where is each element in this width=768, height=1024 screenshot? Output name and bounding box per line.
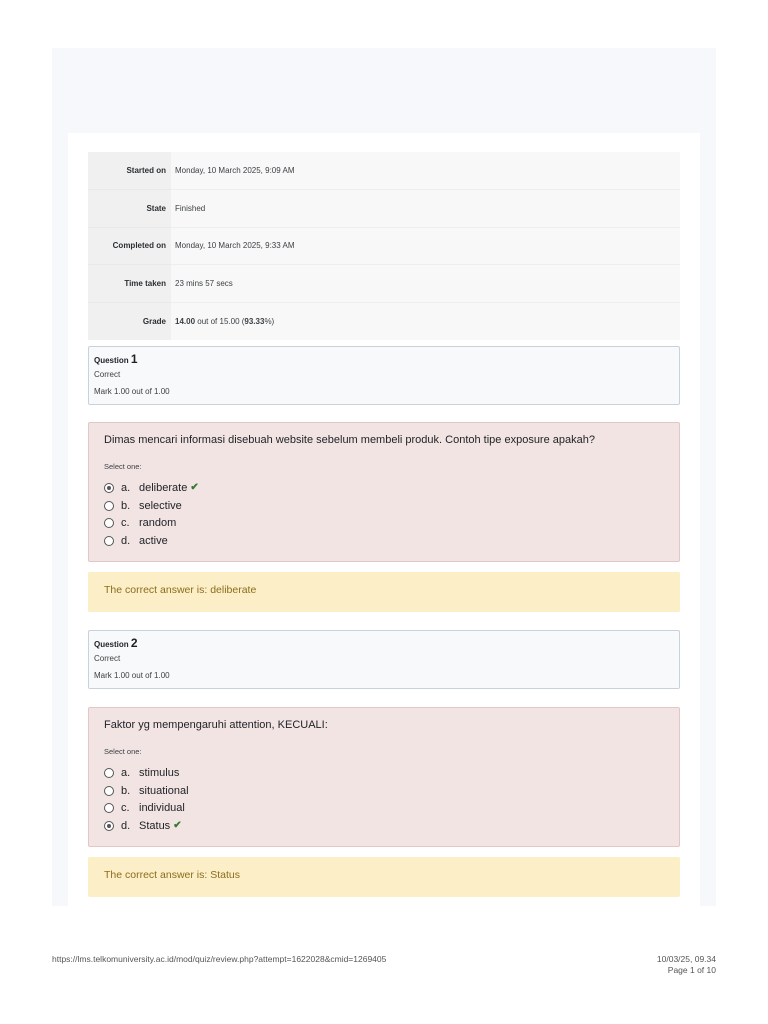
question-number [94, 636, 138, 650]
option-text: Status [139, 819, 171, 832]
correct-answer-feedback-2 [88, 857, 680, 897]
question-state: Correct [94, 654, 121, 663]
summary-label: State [88, 189, 171, 227]
question-formulation-1 [88, 422, 680, 562]
radio-button[interactable] [104, 501, 114, 511]
answer-options [104, 479, 199, 550]
summary-label: Time taken [88, 265, 171, 303]
question-prefix: Question [94, 356, 129, 365]
answer-option-c[interactable] [104, 514, 199, 532]
option-text: random [139, 517, 177, 530]
option-letter: a. [121, 766, 131, 779]
question-num: 2 [130, 636, 138, 650]
summary-row-time-taken [88, 265, 680, 303]
summary-value: Finished [171, 189, 680, 227]
answer-option-b[interactable] [104, 497, 199, 515]
summary-row-grade [88, 303, 680, 340]
summary-label: Completed on [88, 227, 171, 265]
grade-percent: 93.33 [244, 317, 265, 327]
answer-options [104, 764, 189, 835]
summary-value: Monday, 10 March 2025, 9:33 AM [171, 227, 680, 265]
radio-button[interactable] [104, 786, 114, 796]
answer-option-c[interactable] [104, 799, 189, 817]
feedback-text: The correct answer is: Status [104, 869, 240, 881]
question-mark: Mark 1.00 out of 1.00 [94, 387, 170, 396]
summary-value: 23 mins 57 secs [171, 265, 680, 303]
question-prefix: Question [94, 640, 129, 649]
option-letter: a. [121, 481, 131, 494]
answer-option-b[interactable] [104, 782, 189, 800]
grade-out-of: out of 15.00 ( [195, 317, 245, 327]
footer-url: https://lms.telkomuniversity.ac.id/mod/quiz/review.php?attempt=1622028&cmid=1269405 [52, 954, 387, 964]
quiz-summary-table [88, 152, 680, 340]
option-text: deliberate [139, 481, 188, 494]
question-info-1 [88, 346, 680, 405]
question-formulation-2 [88, 707, 680, 847]
option-text: individual [139, 802, 185, 815]
check-icon: ✔ [190, 482, 199, 494]
feedback-text: The correct answer is: deliberate [104, 584, 257, 596]
answer-option-a[interactable] [104, 479, 199, 497]
option-text: selective [139, 499, 182, 512]
question-num: 1 [130, 352, 138, 366]
option-letter: b. [121, 499, 131, 512]
check-icon: ✔ [173, 820, 182, 832]
footer-datetime: 10/03/25, 09.34 [656, 954, 716, 964]
grade-score: 14.00 [175, 317, 196, 327]
option-letter: d. [121, 534, 131, 547]
select-prompt: Select one: [104, 462, 142, 471]
option-letter: c. [121, 802, 130, 815]
summary-label: Grade [88, 303, 171, 340]
footer-meta [657, 954, 716, 976]
footer-page-number: Page 1 of 10 [667, 965, 716, 975]
question-number [94, 352, 138, 366]
summary-label: Started on [88, 152, 171, 189]
option-letter: c. [121, 517, 130, 530]
select-prompt: Select one: [104, 747, 142, 756]
radio-button[interactable] [104, 518, 114, 528]
radio-button[interactable] [104, 483, 114, 493]
question-mark: Mark 1.00 out of 1.00 [94, 671, 170, 680]
answer-option-d[interactable] [104, 532, 199, 550]
answer-option-d[interactable] [104, 817, 189, 835]
question-info-2 [88, 630, 680, 689]
radio-button[interactable] [104, 768, 114, 778]
question-state: Correct [94, 370, 121, 379]
grade-percent-suffix: %) [264, 317, 275, 327]
option-text: stimulus [139, 766, 180, 779]
summary-row-started [88, 152, 680, 189]
option-text: active [139, 534, 168, 547]
grade-value [171, 303, 680, 340]
radio-button[interactable] [104, 821, 114, 831]
radio-button[interactable] [104, 536, 114, 546]
summary-row-state [88, 189, 680, 227]
option-letter: d. [121, 819, 131, 832]
answer-option-a[interactable] [104, 764, 189, 782]
option-text: situational [139, 784, 189, 797]
option-letter: b. [121, 784, 131, 797]
question-text: Dimas mencari informasi disebuah website sebelum membeli produk. Contoh tipe exposure apakah? [104, 434, 595, 446]
summary-value: Monday, 10 March 2025, 9:09 AM [171, 152, 680, 189]
radio-button[interactable] [104, 803, 114, 813]
summary-row-completed [88, 227, 680, 265]
question-text: Faktor yg mempengaruhi attention, KECUALI: [104, 719, 328, 731]
correct-answer-feedback-1 [88, 572, 680, 612]
